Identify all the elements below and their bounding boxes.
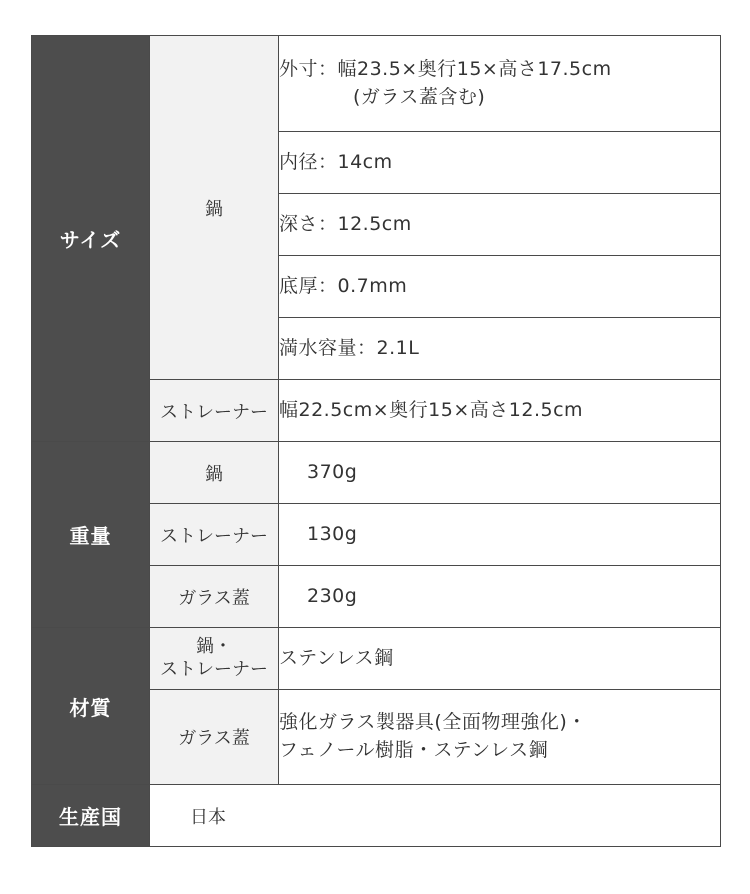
- category-size: サイズ: [32, 36, 150, 442]
- size-inner-diameter: 内径：14cm: [279, 132, 721, 194]
- material-lid-label: ガラス蓋: [150, 690, 279, 785]
- weight-pot-value: 370g: [279, 442, 721, 504]
- outer-dim-line2: (ガラス蓋含む): [353, 85, 486, 108]
- weight-strainer-value: 130g: [279, 504, 721, 566]
- size-outer-dimensions: [279, 36, 721, 132]
- category-origin: 生産国: [32, 785, 150, 847]
- spec-table: [31, 35, 721, 847]
- size-capacity: 満水容量：2.1L: [279, 318, 721, 380]
- material-lid-value-line1: 強化ガラス製器具(全面物理強化)・: [279, 711, 587, 734]
- weight-lid-value: 230g: [279, 566, 721, 628]
- category-weight: 重量: [32, 442, 150, 628]
- size-pot-label: 鍋: [150, 36, 279, 380]
- material-lid-value-line2: フェノール樹脂・ステンレス鋼: [279, 739, 549, 761]
- material-lid-value: [279, 690, 721, 785]
- material-pot-strainer-value: ステンレス鋼: [279, 628, 721, 690]
- size-depth: 深さ：12.5cm: [279, 194, 721, 256]
- weight-pot-label: 鍋: [150, 442, 279, 504]
- category-material: 材質: [32, 628, 150, 785]
- weight-strainer-label: ストレーナー: [150, 504, 279, 566]
- material-pot-strainer-label: [150, 628, 279, 690]
- material-pot-strainer-label-line1: 鍋・: [196, 636, 232, 657]
- outer-dim-line1: 外寸：幅23.5×奥行15×高さ17.5cm: [279, 57, 612, 80]
- weight-lid-label: ガラス蓋: [150, 566, 279, 628]
- material-pot-strainer-label-line2: ストレーナー: [160, 658, 268, 680]
- size-strainer-label: ストレーナー: [150, 380, 279, 442]
- size-bottom-thickness: 底厚：0.7mm: [279, 256, 721, 318]
- size-strainer-dimensions: 幅22.5cm×奥行15×高さ12.5cm: [279, 380, 721, 442]
- origin-value: 日本: [150, 785, 721, 847]
